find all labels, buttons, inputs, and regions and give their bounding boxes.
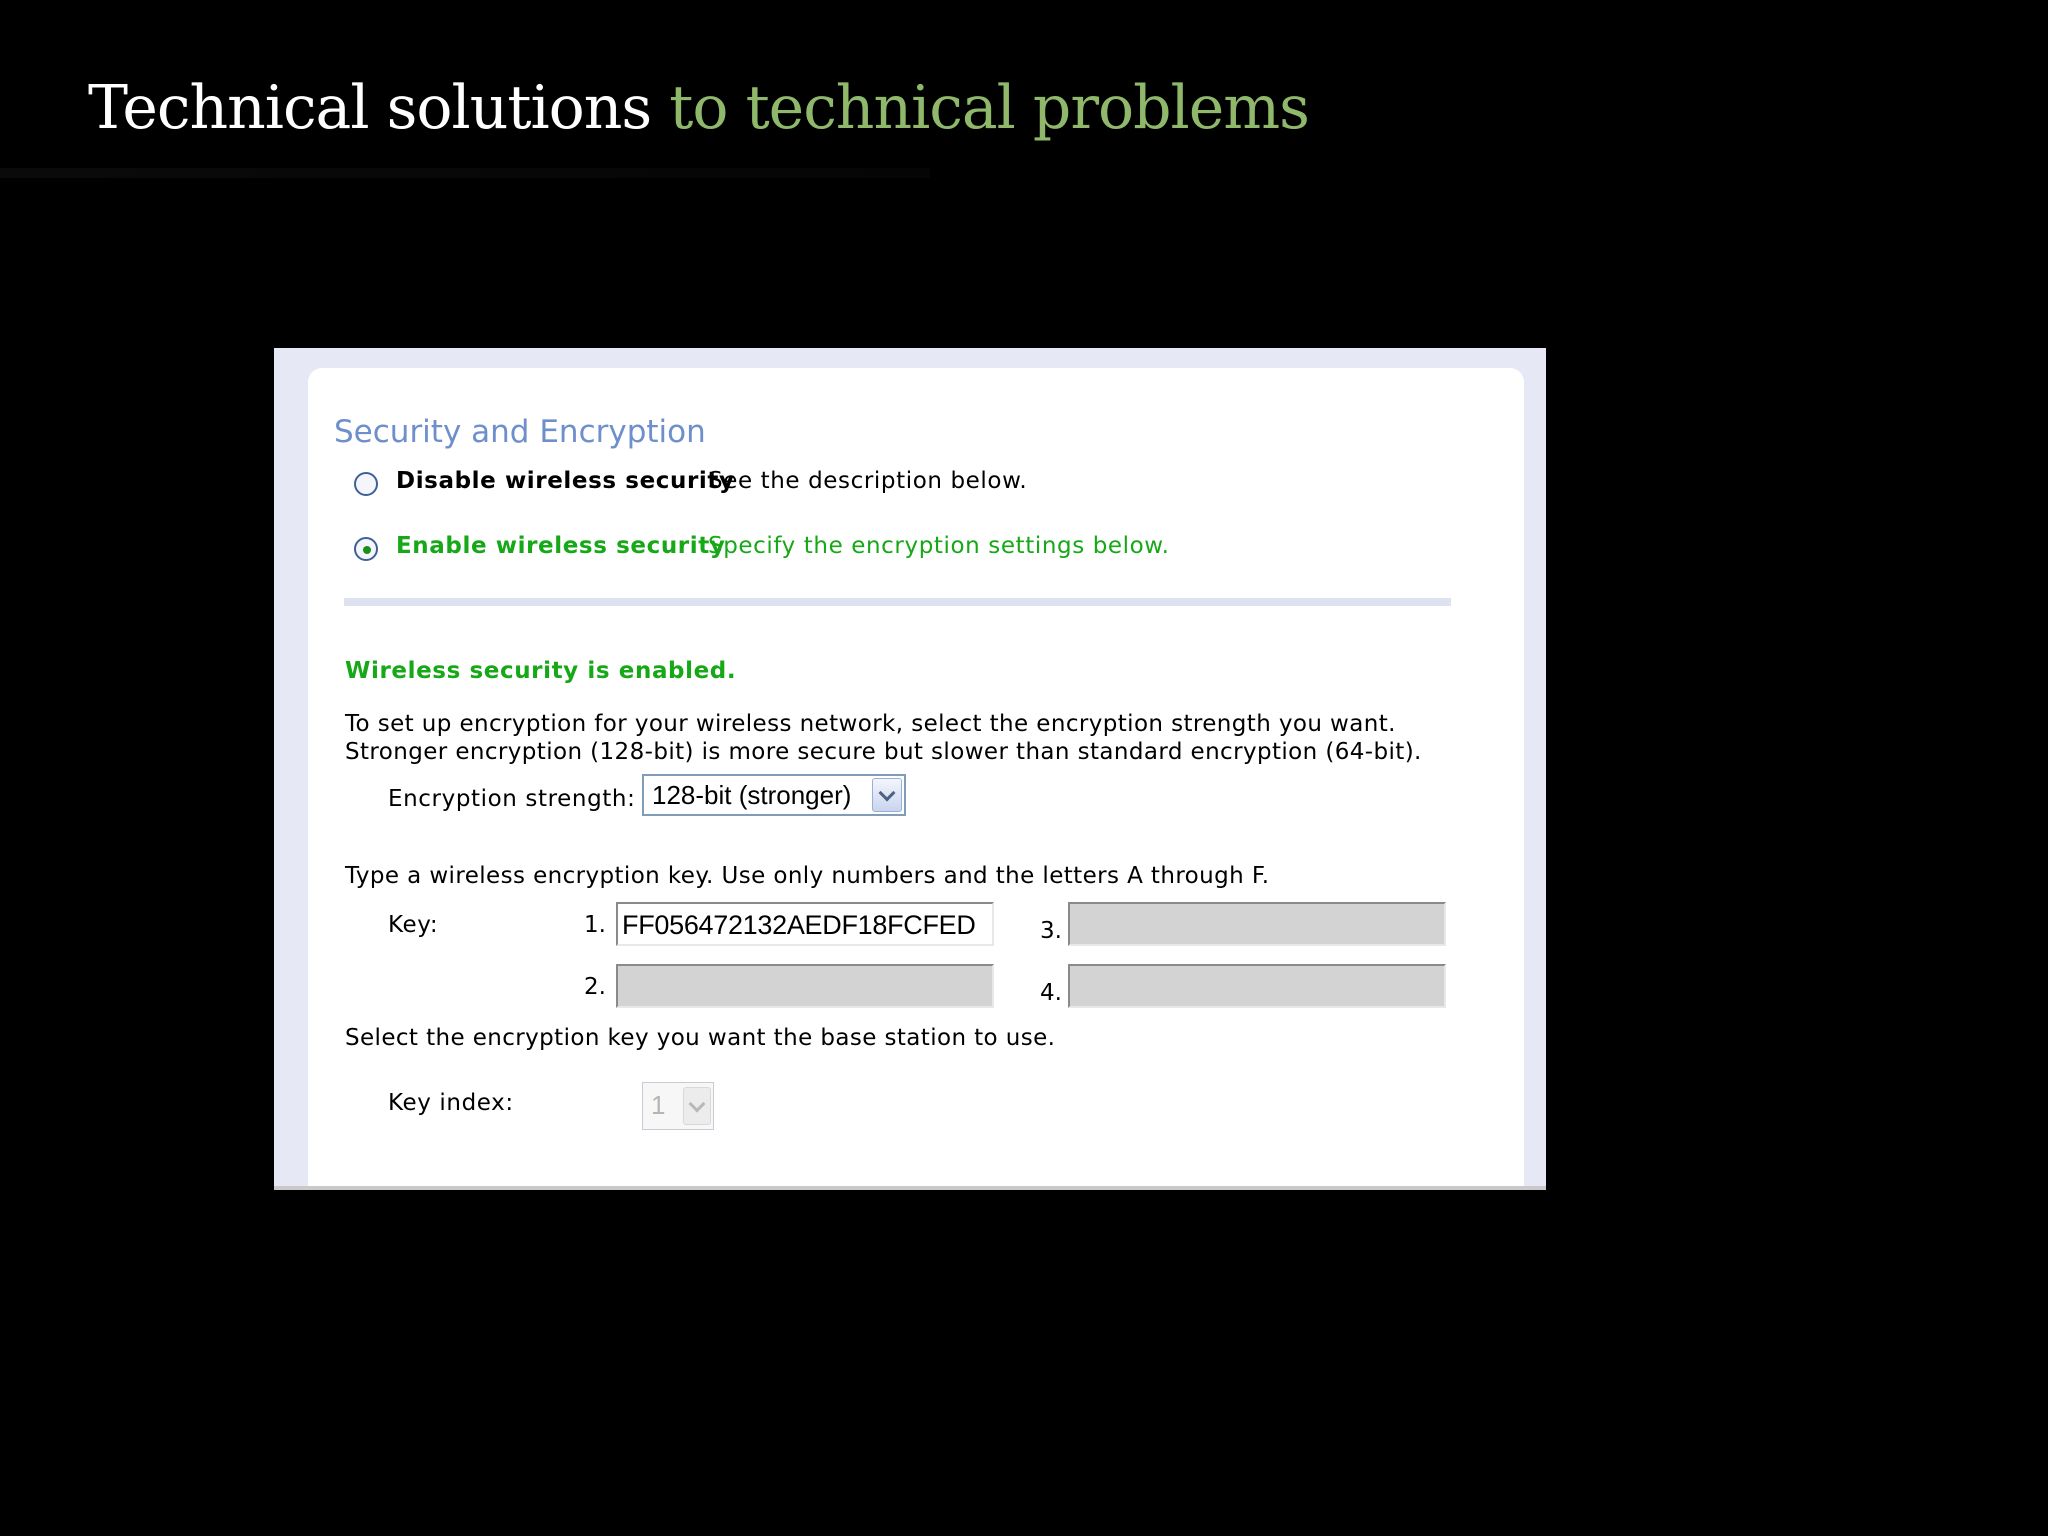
security-panel bbox=[308, 368, 1524, 1190]
key-2-input[interactable] bbox=[616, 964, 994, 1008]
security-status: Wireless security is enabled. bbox=[345, 658, 737, 684]
slide-title-main: Technical solutions bbox=[88, 73, 652, 143]
enable-security-description: Specify the encryption settings below. bbox=[708, 533, 1170, 559]
key-index-label: Key index: bbox=[388, 1090, 514, 1116]
key-index-value: 1 bbox=[651, 1090, 666, 1120]
key-1-number: 1. bbox=[584, 912, 606, 938]
key-2-number: 2. bbox=[584, 974, 606, 1000]
chevron-down-icon bbox=[689, 1096, 706, 1113]
disable-security-label[interactable]: Disable wireless security bbox=[396, 468, 735, 494]
enable-security-label[interactable]: Enable wireless security bbox=[396, 533, 726, 559]
key-1-input[interactable] bbox=[616, 902, 994, 946]
key-3-number: 3. bbox=[1040, 918, 1062, 944]
key-1-value: FF056472132AEDF18FCFED bbox=[622, 910, 976, 940]
encryption-strength-select[interactable] bbox=[642, 774, 906, 816]
key-instructions: Type a wireless encryption key. Use only numbers and the letters A through F. bbox=[345, 863, 1270, 889]
key-3-input[interactable] bbox=[1068, 902, 1446, 946]
intro-line-2: Stronger encryption (128-bit) is more secure but slower than standard encryption (64-bit). bbox=[345, 739, 1422, 765]
encryption-strength-value: 128-bit (stronger) bbox=[652, 780, 852, 810]
slide-title-accent: to technical problems bbox=[669, 73, 1309, 143]
disable-security-radio[interactable] bbox=[354, 472, 378, 496]
title-band bbox=[0, 168, 930, 178]
key-index-select[interactable] bbox=[642, 1082, 714, 1130]
dropdown-button[interactable] bbox=[872, 778, 902, 812]
intro-line-1: To set up encryption for your wireless network, select the encryption strength you want. bbox=[345, 711, 1396, 737]
radio-selected-dot bbox=[363, 546, 371, 554]
key-label: Key: bbox=[388, 912, 439, 938]
key-4-number: 4. bbox=[1040, 980, 1062, 1006]
encryption-strength-label: Encryption strength: bbox=[388, 786, 636, 812]
disable-security-description: See the description below. bbox=[708, 468, 1028, 494]
slide-title bbox=[88, 68, 1309, 148]
key-4-input[interactable] bbox=[1068, 964, 1446, 1008]
chevron-down-icon bbox=[879, 785, 896, 802]
enable-security-radio[interactable] bbox=[354, 537, 378, 561]
panel-title: Security and Encryption bbox=[334, 414, 706, 450]
select-key-instructions: Select the encryption key you want the base station to use. bbox=[345, 1025, 1056, 1051]
key-index-dropdown-button[interactable] bbox=[683, 1087, 711, 1125]
screenshot-frame bbox=[274, 348, 1546, 1190]
section-divider bbox=[344, 598, 1451, 606]
